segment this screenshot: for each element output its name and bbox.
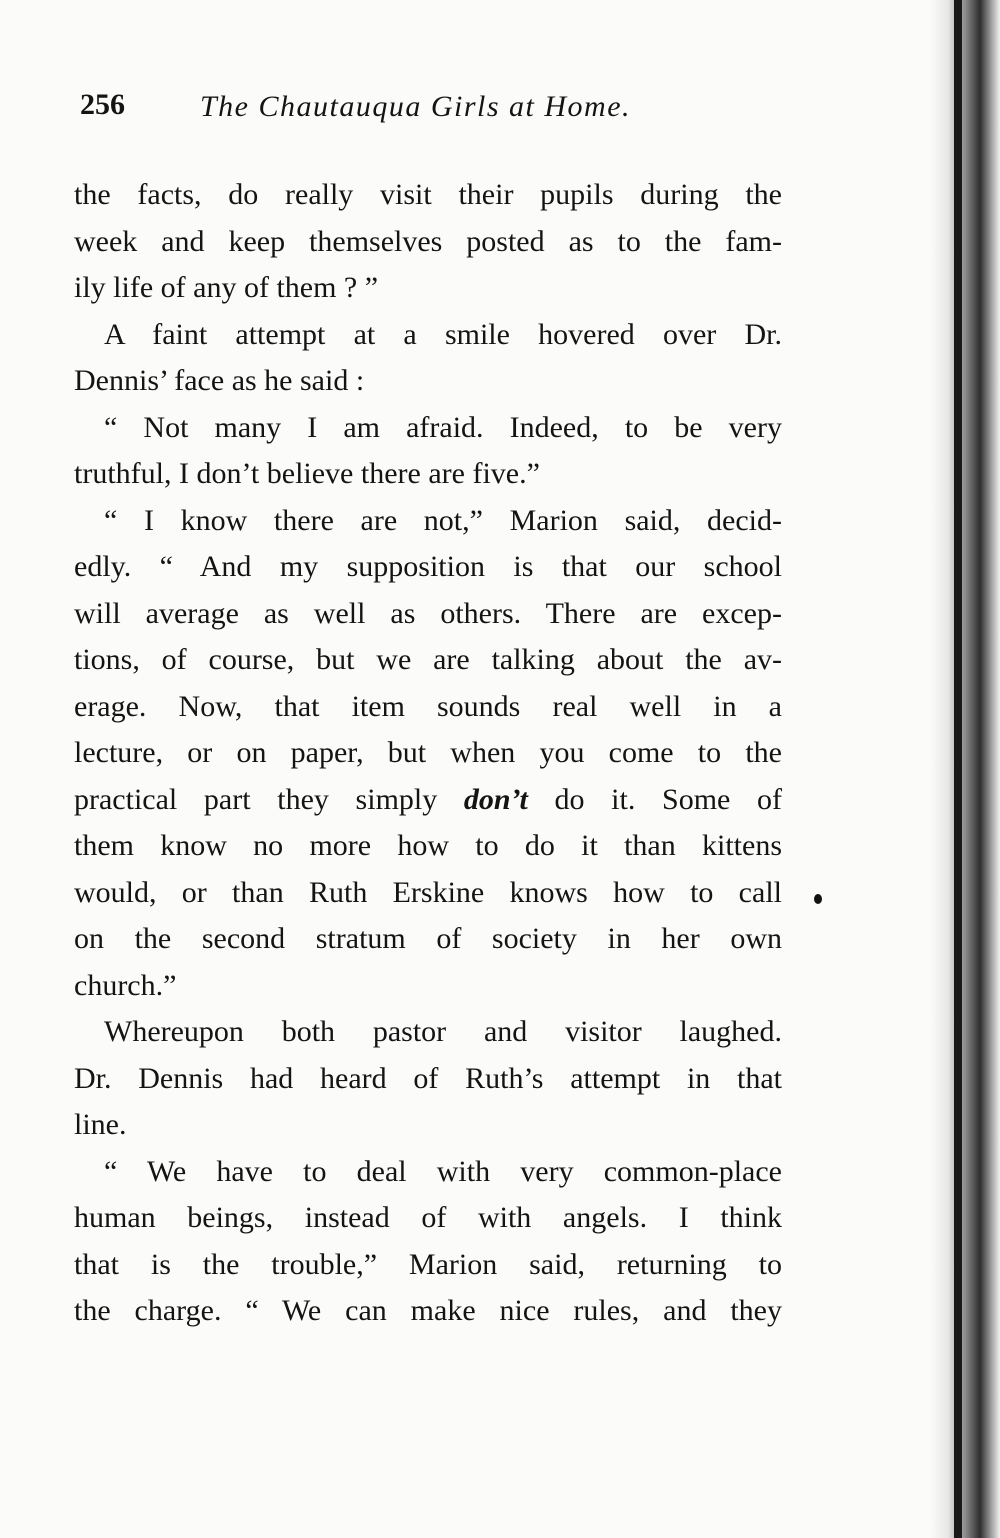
text-fragment: practical part they simply <box>74 782 438 816</box>
margin-ink-dot <box>814 894 822 904</box>
paragraph <box>74 1009 782 1149</box>
text-fragment: do it. Some of <box>554 782 783 816</box>
text-line: church.” <box>74 968 177 1002</box>
text-line: week and keep themselves posted as to the fam- <box>74 224 782 258</box>
paragraph <box>74 312 782 405</box>
paragraph <box>74 405 782 498</box>
text-line: “ I know there are not,” Marion said, decid- <box>104 503 782 537</box>
text-line: erage. Now, that item sounds real well in a <box>74 689 782 723</box>
text-line: line. <box>74 1108 127 1141</box>
text-line: human beings, instead of with angels. I think <box>74 1201 782 1234</box>
page-header <box>80 88 780 128</box>
page-gutter-shadow <box>930 0 1000 1538</box>
text-line: that is the trouble,” Marion said, returning to <box>74 1247 782 1281</box>
running-head: The Chautauqua Girls at Home. <box>200 90 632 123</box>
text-line: “ Not many I am afraid. Indeed, to be very <box>104 410 782 444</box>
text-line: ily life of any of them ? ” <box>74 271 379 304</box>
text-line: on the second stratum of society in her own <box>74 922 782 955</box>
text-line: edly. “ And my supposition is that our school <box>74 550 782 583</box>
emphasized-word: don’t <box>463 782 528 816</box>
text-line: “ We have to deal with very common-place <box>104 1154 782 1188</box>
text-line-with-emphasis <box>74 777 782 824</box>
text-line: Whereupon both pastor and visitor laughed. <box>104 1015 782 1048</box>
paragraph <box>74 498 782 1010</box>
body-text <box>74 172 782 1335</box>
text-line: Dr. Dennis had heard of Ruth’s attempt in that <box>74 1061 782 1095</box>
text-line: lecture, or on paper, but when you come to the <box>74 736 782 769</box>
text-line: A faint attempt at a smile hovered over Dr. <box>104 317 782 351</box>
text-line: them know no more how to do it than kittens <box>74 829 782 862</box>
text-line: will average as well as others. There are excep- <box>74 596 782 630</box>
text-line: would, or than Ruth Erskine knows how to call <box>74 875 782 909</box>
text-line: the charge. “ We can make nice rules, and they <box>74 1294 782 1327</box>
text-line: the facts, do really visit their pupils during the <box>74 178 782 211</box>
paragraph <box>74 172 782 312</box>
text-line: tions, of course, but we are talking about the av- <box>74 643 782 676</box>
text-line: truthful, I don’t believe there are five.” <box>74 457 540 490</box>
page-binding-edge <box>954 0 962 1538</box>
page-number: 256 <box>80 88 125 121</box>
text-line: Dennis’ face as he said : <box>74 364 365 397</box>
paragraph <box>74 1149 782 1335</box>
